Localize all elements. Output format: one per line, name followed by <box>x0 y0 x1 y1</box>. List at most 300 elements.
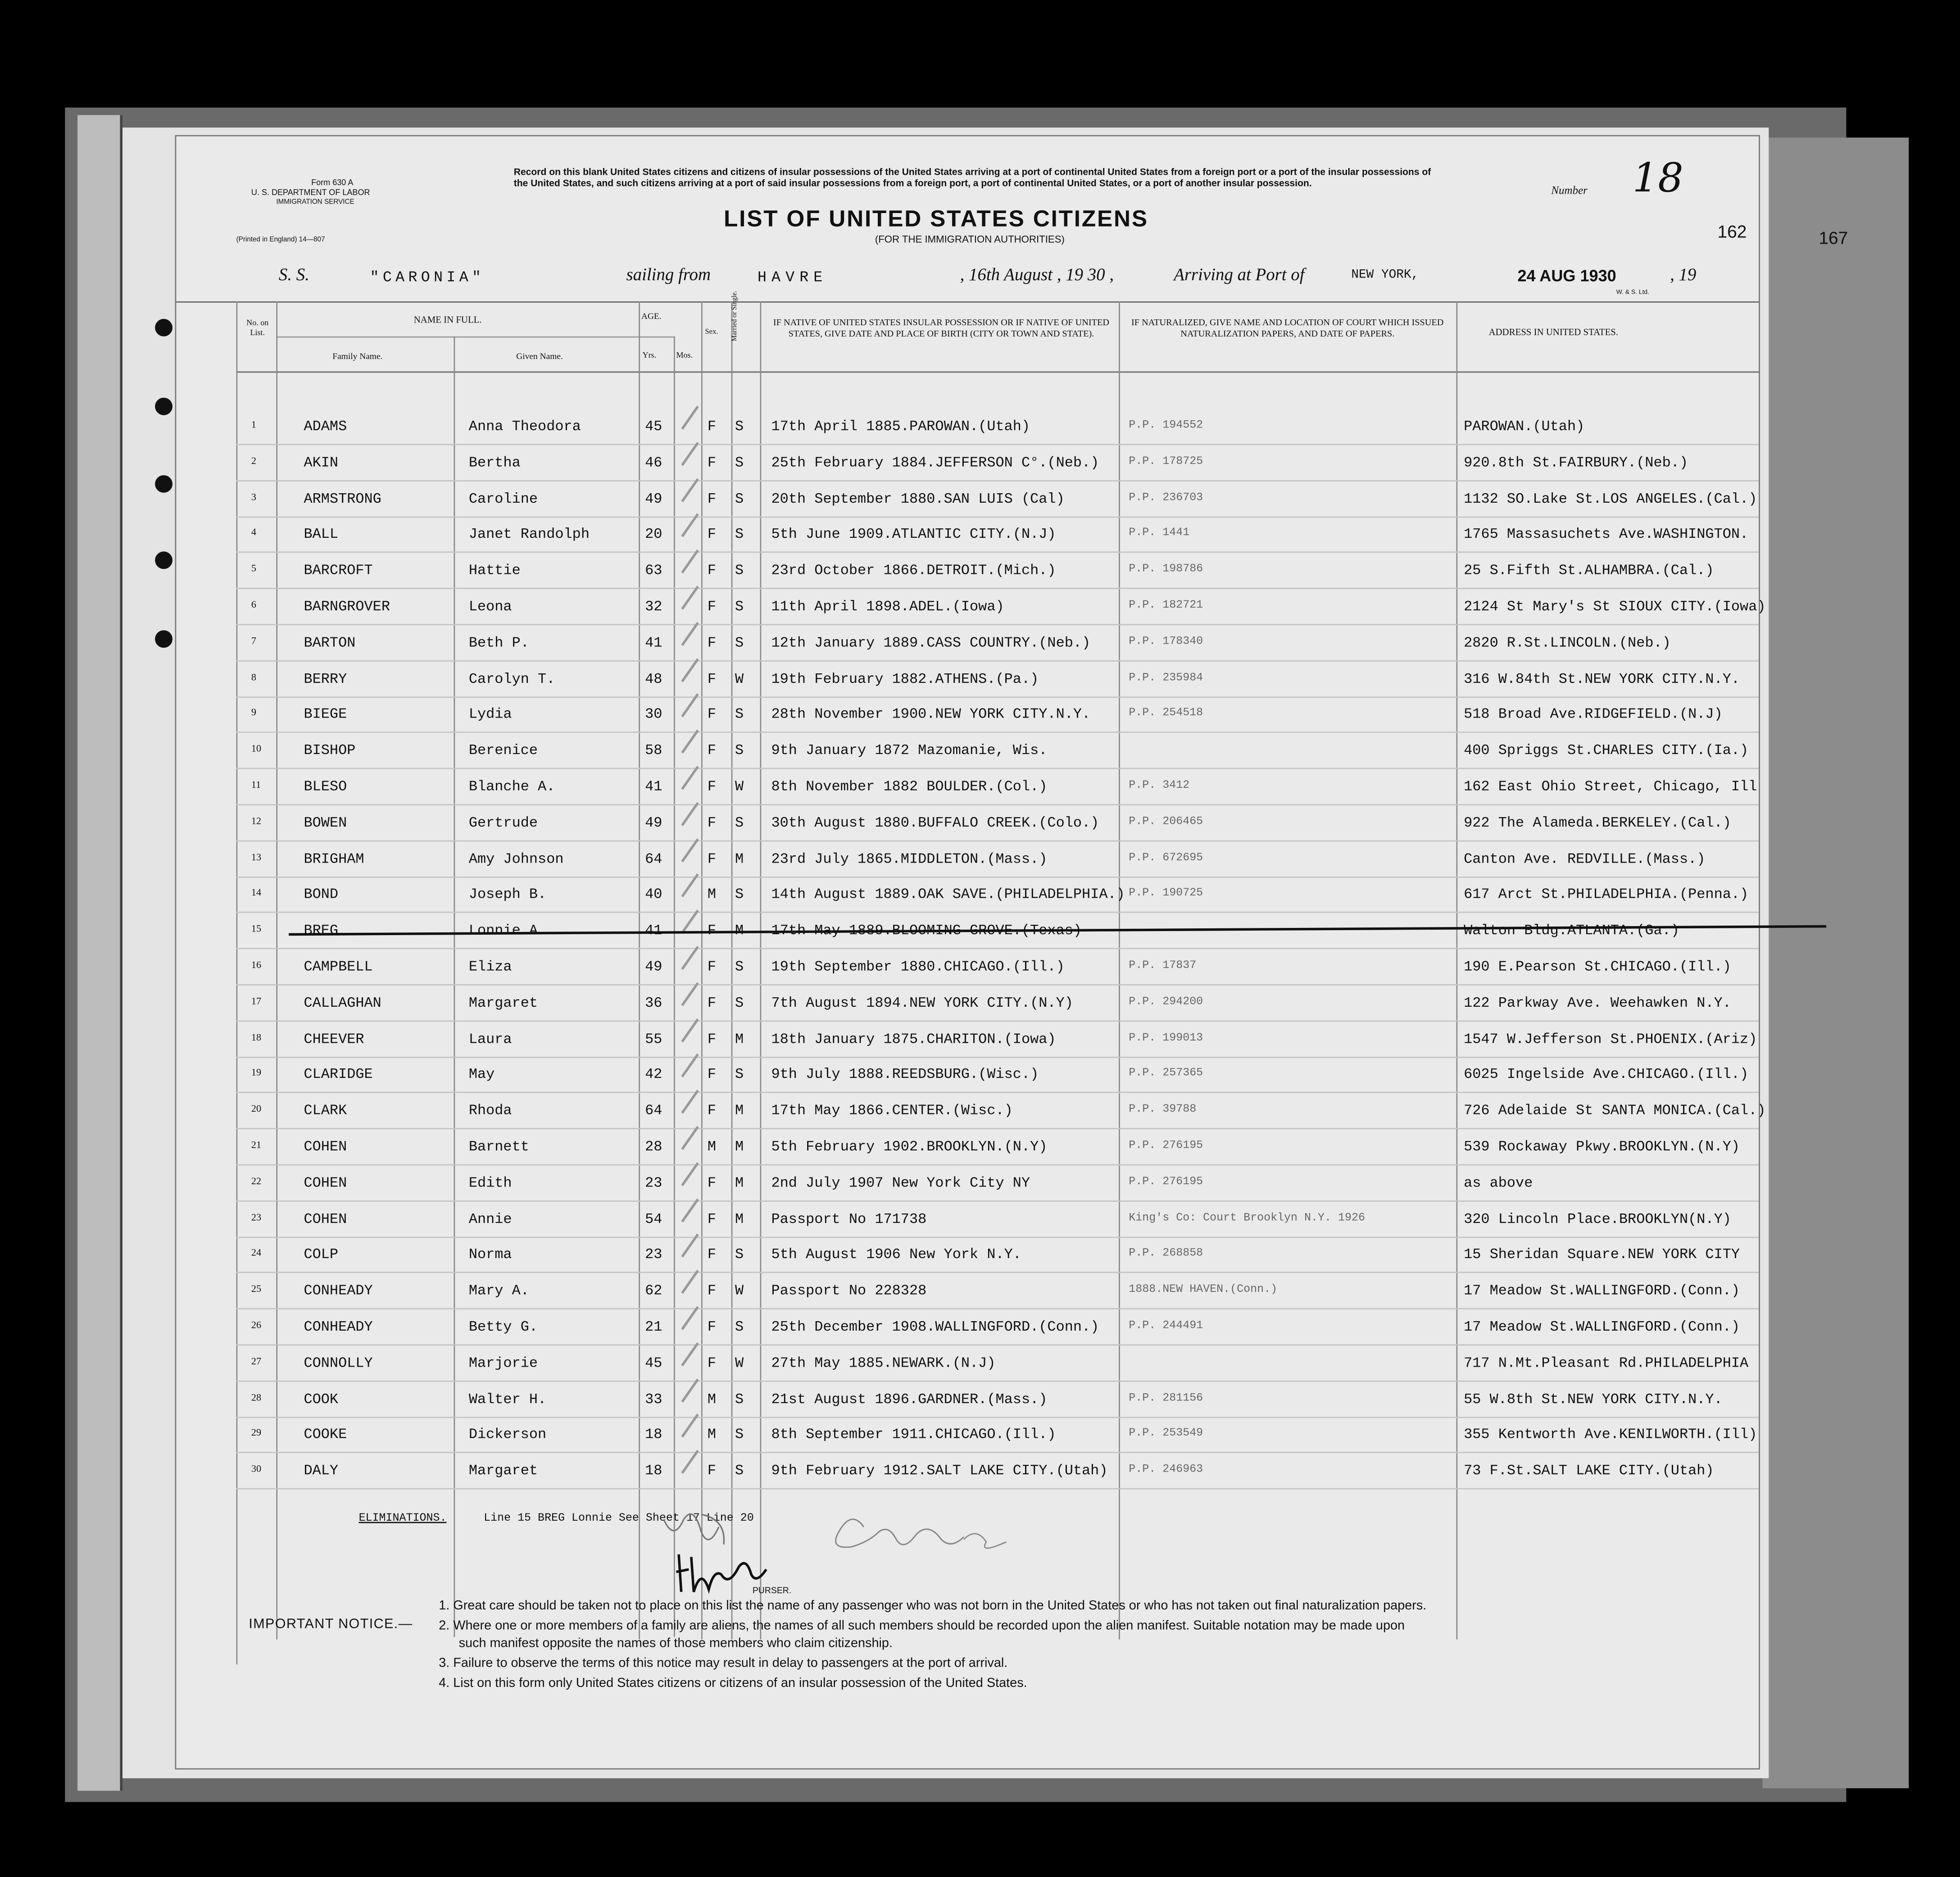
col-header-marital: Married or Single. <box>731 291 739 341</box>
cell-no: 14 <box>251 887 262 899</box>
cell-given: Joseph B. <box>468 887 547 904</box>
cell-given: Betty G. <box>468 1319 538 1336</box>
cell-birth: 27th May 1885.NEWARK.(N.J) <box>771 1355 996 1372</box>
cell-addr: 17 Meadow St.WALLINGFORD.(Conn.) <box>1464 1283 1740 1300</box>
cell-age: 54 <box>645 1211 662 1228</box>
cell-ms: W <box>735 671 744 687</box>
check-mark <box>681 658 699 682</box>
cell-given: Marjorie <box>468 1355 538 1372</box>
cell-sex: F <box>707 707 717 723</box>
cell-age: 40 <box>645 887 662 904</box>
table-row <box>176 985 1759 1022</box>
cell-birth: 8th November 1882 BOULDER.(Col.) <box>771 779 1048 795</box>
cell-nat: P.P. 244491 <box>1129 1319 1203 1332</box>
cell-no: 16 <box>251 959 262 971</box>
cell-given: Norma <box>468 1247 512 1264</box>
purser-label: PURSER. <box>752 1586 792 1596</box>
cell-ms: S <box>735 1247 744 1264</box>
cell-birth: 23rd October 1866.DETROIT.(Mich.) <box>771 563 1056 579</box>
cell-nat: P.P. 268858 <box>1129 1247 1203 1260</box>
ss-label: S. S. <box>278 266 309 285</box>
cell-addr: Canton Ave. REDVILLE.(Mass.) <box>1464 851 1706 868</box>
cell-age: 23 <box>645 1247 662 1264</box>
cell-no: 9 <box>251 707 256 718</box>
cell-addr: 55 W.8th St.NEW YORK CITY.N.Y. <box>1464 1391 1723 1408</box>
cell-addr: 2820 R.St.LINCOLN.(Neb.) <box>1464 635 1671 651</box>
cell-family: COOKE <box>304 1427 347 1444</box>
service: IMMIGRATION SERVICE <box>276 199 354 207</box>
cell-given: Walter H. <box>468 1391 547 1408</box>
cell-family: CONHEADY <box>304 1283 373 1300</box>
cell-no: 13 <box>251 851 262 863</box>
subheader-rule <box>276 336 674 338</box>
cell-birth: 23rd July 1865.MIDDLETON.(Mass.) <box>771 851 1048 868</box>
cell-given: Amy Johnson <box>468 851 564 868</box>
cell-given: Beth P. <box>468 635 529 651</box>
cell-birth: 14th August 1889.OAK SAVE.(PHILADELPHIA.) <box>771 887 1125 904</box>
cell-sex: F <box>707 491 717 508</box>
cell-family: BRIGHAM <box>304 851 364 868</box>
cell-no: 26 <box>251 1319 262 1331</box>
check-mark <box>681 1054 699 1078</box>
cell-age: 46 <box>645 454 662 472</box>
table-row <box>176 1129 1759 1166</box>
arriving-label: Arriving at Port of <box>1174 266 1305 285</box>
cell-family: CONNOLLY <box>304 1355 373 1372</box>
table-row <box>176 589 1766 626</box>
cell-birth: 25th December 1908.WALLINGFORD.(Conn.) <box>771 1319 1099 1336</box>
cell-birth: 19th February 1882.ATHENS.(Pa.) <box>771 671 1039 687</box>
cell-nat: P.P. 3412 <box>1129 779 1190 792</box>
cell-family: BALL <box>304 527 339 543</box>
binder-hole <box>155 630 172 648</box>
cell-age: 45 <box>645 1355 662 1372</box>
cell-addr: 190 E.Pearson St.CHICAGO.(Ill.) <box>1464 959 1731 976</box>
cell-ms: S <box>735 563 744 579</box>
cell-family: CAMPBELL <box>304 959 373 976</box>
cell-nat: P.P. 257365 <box>1129 1067 1203 1080</box>
cell-family: BIEGE <box>304 707 347 723</box>
col-header-sex: Sex. <box>705 329 718 336</box>
col-header-age: AGE. <box>641 311 662 322</box>
cell-age: 32 <box>645 599 662 615</box>
cell-birth: Passport No 228328 <box>771 1283 927 1300</box>
cell-no: 28 <box>251 1391 262 1403</box>
cell-addr: Walton Bldg.ATLANTA.(Ga.) <box>1464 923 1679 940</box>
cell-age: 30 <box>645 707 662 723</box>
cell-nat: P.P. 276195 <box>1129 1139 1203 1152</box>
cell-no: 25 <box>251 1283 262 1295</box>
cell-given: Dickerson <box>468 1427 547 1444</box>
cell-no: 1 <box>251 419 256 431</box>
cell-family: BOND <box>304 887 339 904</box>
table-row <box>176 1273 1759 1310</box>
cell-age: 18 <box>645 1427 662 1444</box>
col-header-name: NAME IN FULL. <box>413 314 482 325</box>
arrival-stamp: 24 AUG 1930 <box>1517 266 1616 285</box>
cell-no: 11 <box>251 779 261 791</box>
check-mark <box>681 910 699 934</box>
cell-birth: 9th February 1912.SALT LAKE CITY.(Utah) <box>771 1463 1108 1480</box>
cell-addr: 73 F.St.SALT LAKE CITY.(Utah) <box>1464 1463 1714 1480</box>
cell-birth: 7th August 1894.NEW YORK CITY.(N.Y) <box>771 995 1073 1012</box>
table-row <box>176 697 1759 733</box>
cell-addr: 400 Spriggs St.CHARLES CITY.(Ia.) <box>1464 743 1749 759</box>
table-row <box>176 733 1759 769</box>
cell-ms: S <box>735 707 744 723</box>
cell-addr: 320 Lincoln Place.BROOKLYN(N.Y) <box>1464 1211 1731 1228</box>
cell-given: Gertrude <box>468 815 538 832</box>
table-row <box>176 1418 1759 1454</box>
cell-nat: P.P. 190725 <box>1129 887 1203 900</box>
cell-addr: 717 N.Mt.Pleasant Rd.PHILADELPHIA <box>1464 1355 1749 1372</box>
cell-sex: F <box>707 635 717 651</box>
cell-nat: P.P. 178340 <box>1129 635 1203 648</box>
table-row <box>176 1057 1759 1094</box>
cell-age: 58 <box>645 743 662 759</box>
notice-title: IMPORTANT NOTICE.— <box>249 1617 413 1632</box>
cell-ms: M <box>735 851 744 868</box>
table-row <box>176 409 1759 445</box>
notice-item-3: 3. Failure to observe the terms of this notice may result in delay to passengers at the port of arrival. <box>439 1657 1008 1671</box>
cell-ms: M <box>735 1103 744 1120</box>
cell-sex: F <box>707 1067 717 1084</box>
cell-addr: 2124 St Mary's St SIOUX CITY.(Iowa) <box>1464 599 1766 615</box>
cell-age: 45 <box>645 419 662 436</box>
cell-family: CLARIDGE <box>304 1067 373 1084</box>
header-bottom-rule <box>236 372 1759 373</box>
cell-sex: F <box>707 1103 717 1120</box>
department: U. S. DEPARTMENT OF LABOR <box>251 189 370 198</box>
cell-age: 33 <box>645 1391 662 1408</box>
next-page-number: 167 <box>1819 227 1848 248</box>
cell-family: BARTON <box>304 635 356 651</box>
cell-given: Janet Randolph <box>468 527 590 543</box>
cell-birth: 12th January 1889.CASS COUNTRY.(Neb.) <box>771 635 1091 651</box>
cell-addr: as above <box>1464 1175 1533 1192</box>
cell-birth: 18th January 1875.CHARITON.(Iowa) <box>771 1031 1056 1048</box>
table-row <box>176 517 1759 554</box>
cell-family: COOK <box>304 1391 339 1408</box>
cell-age: 21 <box>645 1319 662 1336</box>
form-instructions: Record on this blank United States citizens and citizens of insular possessions of the United States arriving at a port of continental United States from a foreign port or a port of the insular possessions of the United States, and such citizens arriving at a port of said insular possessions from a foreign port, a port of continental United States, or a port of another insular possession. <box>513 166 1431 189</box>
cell-sex: M <box>707 887 717 904</box>
cell-nat: P.P. 281156 <box>1129 1391 1203 1404</box>
check-mark <box>681 1378 699 1402</box>
cell-birth: 5th August 1906 New York N.Y. <box>771 1247 1021 1264</box>
cell-no: 12 <box>251 815 262 827</box>
cell-nat: P.P. 182721 <box>1129 599 1203 612</box>
cell-addr: 15 Sheridan Square.NEW YORK CITY <box>1464 1247 1740 1264</box>
cell-addr: 17 Meadow St.WALLINGFORD.(Conn.) <box>1464 1319 1740 1336</box>
cell-ms: S <box>735 527 744 543</box>
cell-nat: P.P. 198786 <box>1129 563 1203 576</box>
cell-nat: P.P. 1441 <box>1129 527 1190 540</box>
check-mark <box>681 1306 699 1330</box>
cell-ms: S <box>735 887 744 904</box>
cell-sex: M <box>707 1391 717 1408</box>
col-header-no: No. on List. <box>246 318 269 338</box>
cell-given: Mary A. <box>468 1283 529 1300</box>
cell-age: 28 <box>645 1139 662 1156</box>
cell-sex: F <box>707 1463 717 1480</box>
cell-sex: F <box>707 1211 717 1228</box>
stacked-page-edges <box>77 115 122 1791</box>
cell-age: 41 <box>645 635 662 651</box>
cell-no: 4 <box>251 527 256 538</box>
cell-birth: 30th August 1880.BUFFALO CREEK.(Colo.) <box>771 815 1099 832</box>
cell-age: 36 <box>645 995 662 1012</box>
cell-given: Rhoda <box>468 1103 512 1120</box>
cell-given: Annie <box>468 1211 512 1228</box>
cell-nat: P.P. 39788 <box>1129 1103 1197 1116</box>
check-mark <box>681 1342 699 1366</box>
cell-ms: M <box>735 1139 744 1156</box>
cell-family: BERRY <box>304 671 347 687</box>
cell-birth: 19th September 1880.CHICAGO.(Ill.) <box>771 959 1065 976</box>
form-subtitle: (FOR THE IMMIGRATION AUTHORITIES) <box>875 234 1065 245</box>
cell-sex: M <box>707 1427 717 1444</box>
cell-given: Lydia <box>468 707 512 723</box>
table-row <box>176 1345 1759 1382</box>
form-title: LIST OF UNITED STATES CITIZENS <box>724 205 1148 232</box>
cell-given: Edith <box>468 1175 512 1192</box>
check-mark <box>681 1162 699 1186</box>
cell-age: 64 <box>645 851 662 868</box>
check-mark <box>681 1450 699 1474</box>
cell-ms: S <box>735 599 744 615</box>
cell-given: Anna Theodora <box>468 419 581 436</box>
check-mark <box>681 802 699 826</box>
cell-ms: S <box>735 1067 744 1084</box>
table-top-rule <box>176 301 1759 303</box>
col-header-family: Family Name. <box>332 351 383 362</box>
cell-sex: M <box>707 1139 717 1156</box>
eliminations-label: ELIMINATIONS. <box>358 1512 447 1525</box>
cell-nat: 1888.NEW HAVEN.(Conn.) <box>1129 1283 1278 1296</box>
table-row <box>176 841 1759 877</box>
cell-birth: 11th April 1898.ADEL.(Iowa) <box>771 599 1004 615</box>
cell-age: 20 <box>645 527 662 543</box>
check-mark <box>681 1234 699 1258</box>
cell-nat: King's Co: Court Brooklyn N.Y. 1926 <box>1129 1211 1365 1224</box>
cell-family: COLP <box>304 1247 339 1264</box>
table-row <box>176 769 1759 805</box>
cell-sex: F <box>707 815 717 832</box>
cell-ms: S <box>735 454 744 472</box>
cell-sex: F <box>707 454 717 472</box>
cell-ms: S <box>735 635 744 651</box>
cell-given: Leona <box>468 599 512 615</box>
cell-ms: S <box>735 419 744 436</box>
cell-family: ADAMS <box>304 419 347 436</box>
cell-ms: W <box>735 779 744 795</box>
cell-birth: 20th September 1880.SAN LUIS (Cal) <box>771 491 1065 508</box>
cell-family: BISHOP <box>304 743 356 759</box>
cell-family: COHEN <box>304 1175 347 1192</box>
col-header-given: Given Name. <box>516 351 563 362</box>
cell-addr: 25 S.Fifth St.ALHAMBRA.(Cal.) <box>1464 563 1714 579</box>
eliminations-text: Line 15 BREG Lonnie See Sheet 17 Line 20 <box>484 1512 754 1525</box>
cell-sex: F <box>707 1283 717 1300</box>
cell-sex: F <box>707 1355 717 1372</box>
cell-no: 23 <box>251 1211 262 1223</box>
cell-age: 48 <box>645 671 662 687</box>
port-from: HAVRE <box>757 268 828 286</box>
cell-family: CONHEADY <box>304 1319 373 1336</box>
printer-mark: W. & S. Ltd. <box>1616 289 1650 296</box>
cell-addr: 316 W.84th St.NEW YORK CITY.N.Y. <box>1464 671 1740 687</box>
cell-sex: F <box>707 851 717 868</box>
cell-no: 20 <box>251 1103 262 1115</box>
col-header-address: ADDRESS IN UNITED STATES. <box>1488 326 1619 338</box>
check-mark <box>681 478 699 502</box>
check-mark <box>681 874 699 898</box>
cell-sex: F <box>707 959 717 976</box>
cell-nat: P.P. 294200 <box>1129 995 1203 1008</box>
cell-family: DALY <box>304 1463 339 1480</box>
cell-birth: 5th June 1909.ATLANTIC CITY.(N.J) <box>771 527 1056 543</box>
cell-ms: S <box>735 743 744 759</box>
cell-sex: F <box>707 563 717 579</box>
cell-sex: F <box>707 671 717 687</box>
cell-sex: F <box>707 1319 717 1336</box>
list-number: 18 <box>1632 154 1683 201</box>
cell-given: Margaret <box>468 1463 538 1480</box>
table-row <box>176 661 1759 697</box>
cell-nat: P.P. 254518 <box>1129 707 1203 720</box>
cell-ms: S <box>735 1391 744 1408</box>
cell-family: COHEN <box>304 1211 347 1228</box>
table-row <box>176 805 1759 841</box>
cell-ms: S <box>735 1319 744 1336</box>
check-mark <box>681 946 699 970</box>
cell-no: 30 <box>251 1463 262 1475</box>
check-mark <box>681 550 699 573</box>
table-row <box>176 1201 1759 1238</box>
check-mark <box>681 1198 699 1222</box>
cell-nat: P.P. 276195 <box>1129 1175 1203 1188</box>
cell-family: AKIN <box>304 454 339 472</box>
cell-ms: M <box>735 1175 744 1192</box>
check-mark <box>681 1018 699 1042</box>
binder-hole <box>155 551 172 569</box>
cell-age: 64 <box>645 1103 662 1120</box>
cell-nat: P.P. 178725 <box>1129 454 1203 468</box>
cell-age: 55 <box>645 1031 662 1048</box>
cell-age: 62 <box>645 1283 662 1300</box>
form-number: Form 630 A <box>311 178 354 188</box>
check-mark <box>681 1270 699 1294</box>
cell-birth: 25th February 1884.JEFFERSON C°.(Neb.) <box>771 454 1099 472</box>
cell-family: CALLAGHAN <box>304 995 381 1012</box>
col-header-yrs: Yrs. <box>642 351 657 360</box>
check-mark <box>681 1126 699 1150</box>
cell-no: 29 <box>251 1427 262 1439</box>
citizens-list-form <box>175 135 1766 1769</box>
cell-age: 49 <box>645 815 662 832</box>
cell-no: 3 <box>251 491 256 502</box>
date-from: , 16th August , 19 30 , <box>960 266 1114 285</box>
cell-no: 2 <box>251 454 256 466</box>
cell-age: 18 <box>645 1463 662 1480</box>
check-mark <box>681 1414 699 1438</box>
cell-given: Caroline <box>468 491 538 508</box>
cell-age: 63 <box>645 563 662 579</box>
cell-birth: 28th November 1900.NEW YORK CITY.N.Y. <box>771 707 1091 723</box>
notice-item-1: 1. Great care should be taken not to place on this list the name of any passenger who was not born in the United States or who has not taken out final naturalization papers. <box>439 1599 1427 1613</box>
cell-nat: P.P. 206465 <box>1129 815 1203 828</box>
cell-ms: M <box>735 1211 744 1228</box>
year-suffix: , 19 <box>1670 266 1697 285</box>
cell-addr: 1765 Massasuchets Ave.WASHINGTON. <box>1464 527 1749 543</box>
printed-note: (Printed in England) 14—807 <box>236 236 325 244</box>
cell-no: 8 <box>251 671 256 682</box>
cell-no: 15 <box>251 923 262 935</box>
table-row <box>176 1021 1759 1058</box>
cell-sex: F <box>707 743 717 759</box>
check-mark <box>681 982 699 1006</box>
cell-sex: F <box>707 1175 717 1192</box>
table-row <box>176 1093 1766 1130</box>
notice-item-4: 4. List on this form only United States citizens or citizens of an insular possession of the United States. <box>439 1677 1027 1691</box>
cell-addr: 920.8th St.FAIRBURY.(Neb.) <box>1464 454 1688 472</box>
cell-ms: S <box>735 1427 744 1444</box>
cell-no: 27 <box>251 1355 262 1367</box>
table-row <box>176 1237 1759 1274</box>
cell-birth: 17th April 1885.PAROWAN.(Utah) <box>771 419 1030 436</box>
cell-family: CLARK <box>304 1103 347 1120</box>
check-mark <box>681 730 699 754</box>
col-header-naturalized: IF NATURALIZED, GIVE NAME AND LOCATION OF COURT WHICH ISSUED NATURALIZATION PAPERS, AND DATE OF PAPERS. <box>1131 316 1444 339</box>
table-row <box>176 1165 1759 1202</box>
check-mark <box>681 766 699 790</box>
cell-addr: 726 Adelaide St SANTA MONICA.(Cal.) <box>1464 1103 1766 1120</box>
cell-ms: W <box>735 1283 744 1300</box>
table-row <box>176 553 1759 590</box>
cell-sex: F <box>707 779 717 795</box>
cell-sex: F <box>707 1247 717 1264</box>
cell-addr: 162 East Ohio Street, Chicago, Ill <box>1464 779 1757 795</box>
cell-ms: S <box>735 959 744 976</box>
cell-birth: 21st August 1896.GARDNER.(Mass.) <box>771 1391 1048 1408</box>
cell-ms: S <box>735 815 744 832</box>
row-rule <box>236 1488 1759 1490</box>
cell-given: Margaret <box>468 995 538 1012</box>
page-number: 162 <box>1717 221 1747 241</box>
cell-age: 49 <box>645 491 662 508</box>
cell-addr: 6025 Ingelside Ave.CHICAGO.(Ill.) <box>1464 1067 1749 1084</box>
col-header-mos: Mos. <box>676 351 693 360</box>
cell-given: Blanche A. <box>468 779 555 795</box>
cell-addr: PAROWAN.(Utah) <box>1464 419 1585 436</box>
cell-birth: 5th February 1902.BROOKLYN.(N.Y) <box>771 1139 1048 1156</box>
cell-sex: F <box>707 1031 717 1048</box>
cell-no: 22 <box>251 1175 262 1187</box>
cell-family: CHEEVER <box>304 1031 364 1048</box>
sailing-label: sailing from <box>626 266 711 285</box>
check-mark <box>681 694 699 718</box>
cell-nat: P.P. 194552 <box>1129 419 1203 432</box>
cell-ms: W <box>735 1355 744 1372</box>
cell-age: 41 <box>645 779 662 795</box>
cell-no: 19 <box>251 1067 262 1079</box>
cell-no: 21 <box>251 1139 262 1151</box>
cell-birth: 8th September 1911.CHICAGO.(Ill.) <box>771 1427 1056 1444</box>
cell-no: 5 <box>251 563 256 574</box>
cell-nat: P.P. 17837 <box>1129 959 1197 972</box>
notice-item-2: 2. Where one or more members of a family are aliens, the names of all such members should be recorded upon the alien manifest. Suitable notation may be made upon <box>439 1619 1405 1633</box>
